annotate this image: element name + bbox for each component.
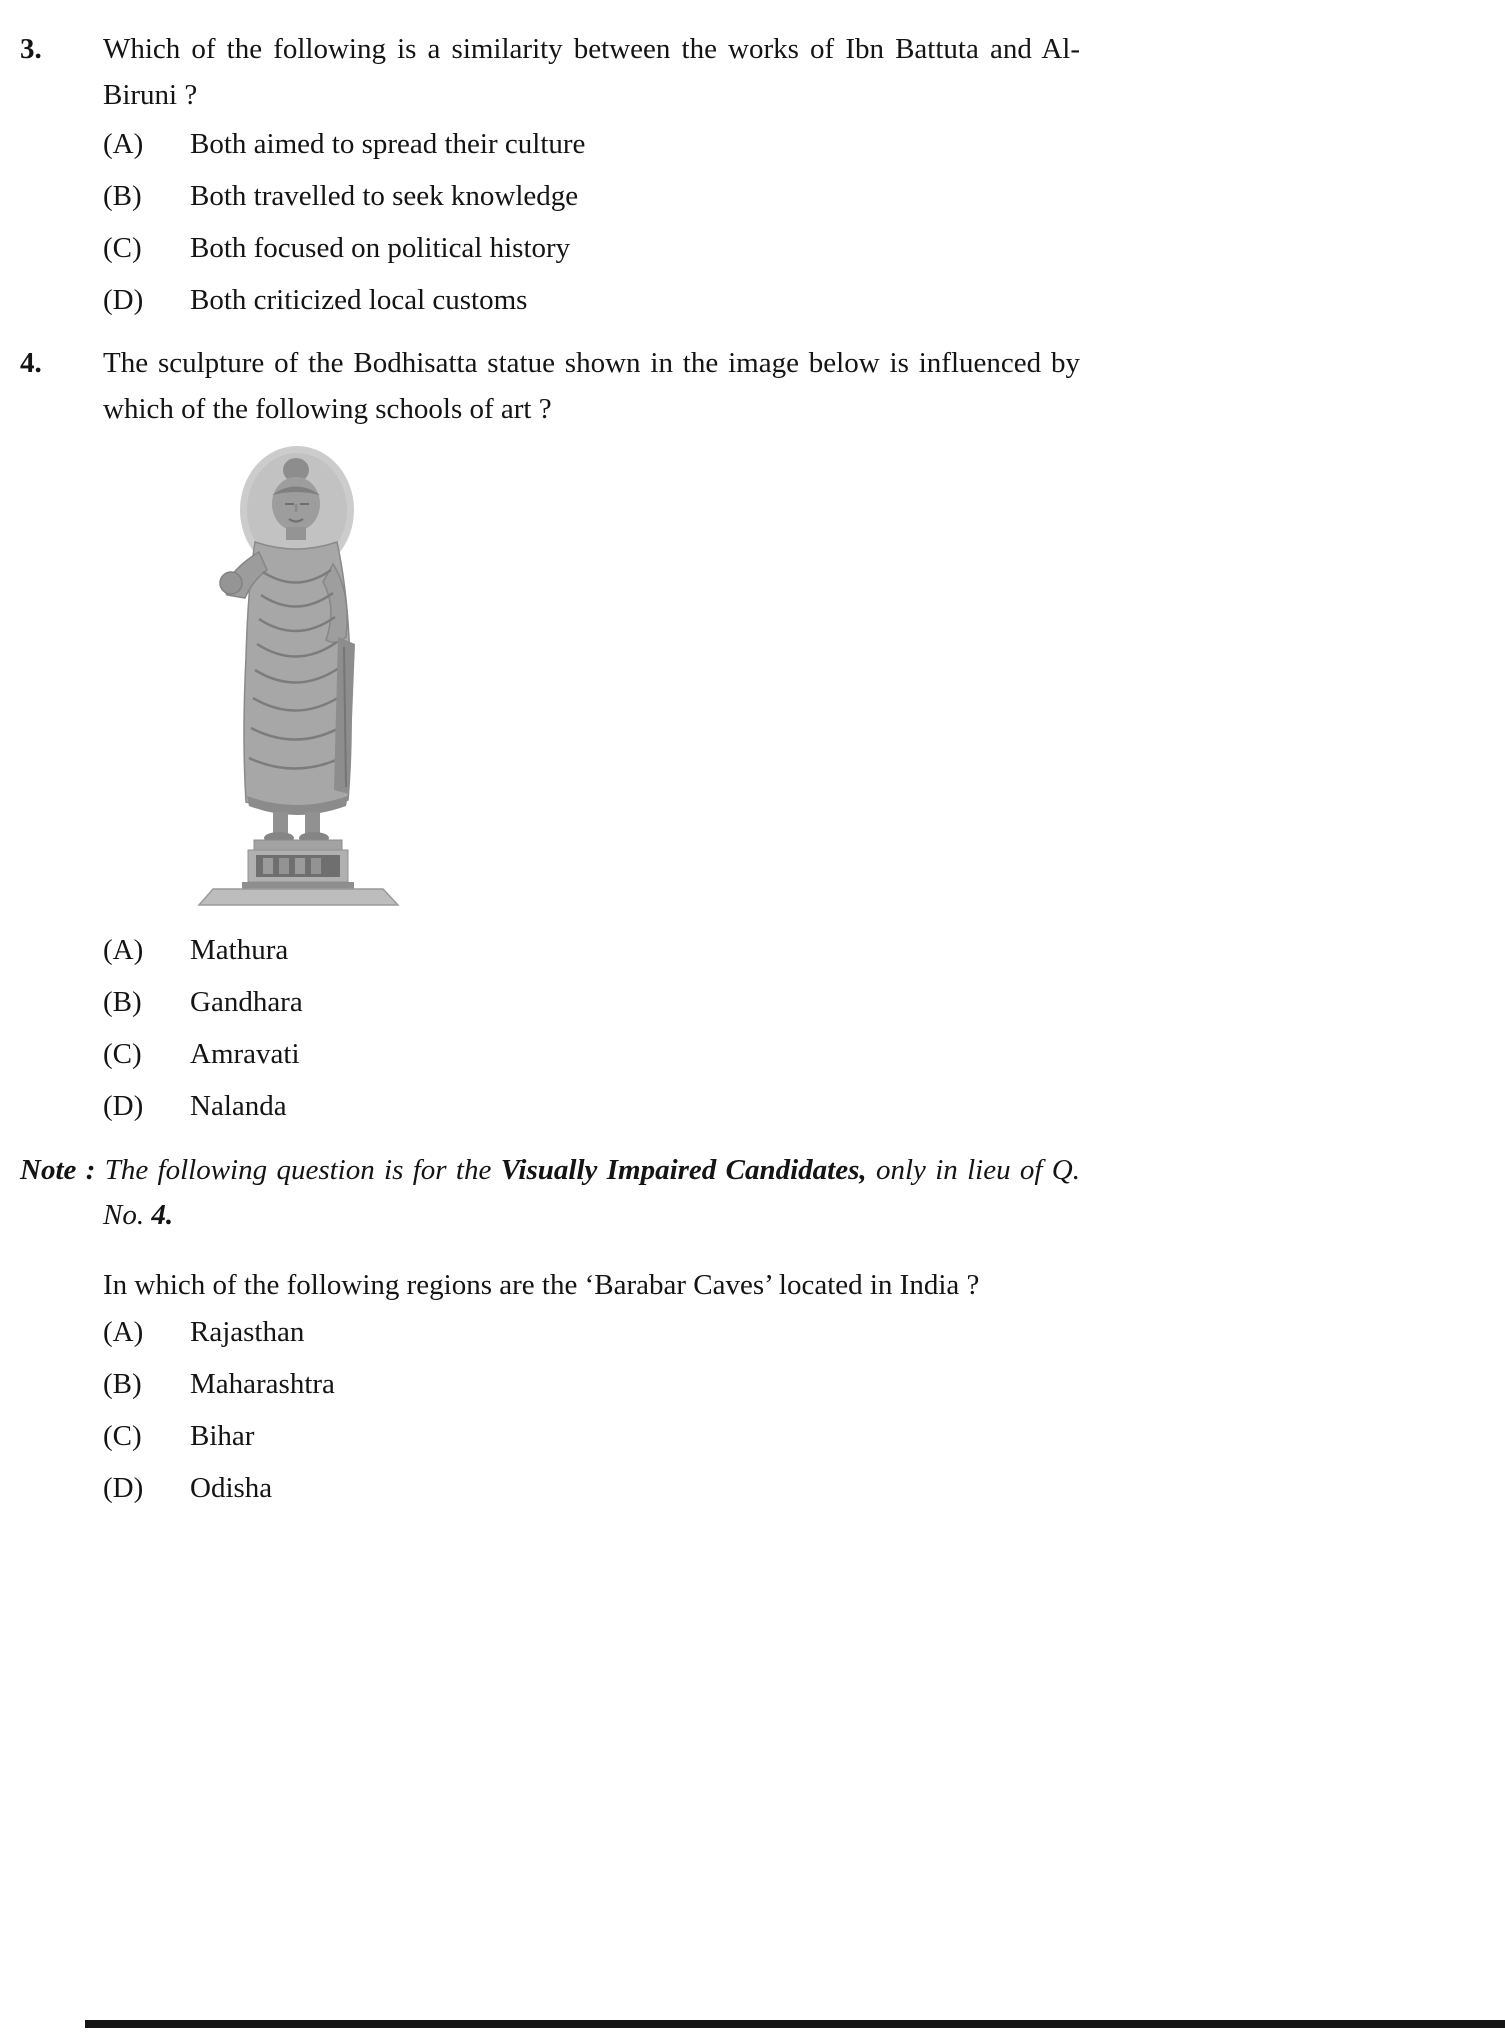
option-row	[103, 984, 1080, 1020]
option-label: (D)	[103, 1090, 144, 1122]
vi-question-options	[0, 1314, 1080, 1506]
option-text: Maharashtra	[190, 1368, 335, 1400]
question-4-row	[0, 340, 1080, 432]
option-text: Both criticized local customs	[190, 284, 528, 316]
option-text: Both aimed to spread their culture	[190, 128, 586, 160]
note-text-2: only in lieu of Q. No.	[103, 1154, 1081, 1231]
option-row	[103, 932, 1080, 968]
question-4	[0, 340, 1080, 1124]
option-text: Gandhara	[190, 986, 303, 1018]
option-label: (B)	[103, 1368, 142, 1400]
option-label: (C)	[103, 232, 142, 264]
vi-alternative-question	[0, 1262, 1080, 1506]
option-row	[103, 1470, 1080, 1506]
option-text: Bihar	[190, 1420, 255, 1452]
note-label: Note :	[20, 1154, 96, 1186]
option-row	[103, 282, 1080, 318]
option-label: (A)	[103, 128, 144, 160]
option-row	[103, 1314, 1080, 1350]
bottom-scan-line	[85, 2020, 1505, 2028]
question-3-number: 3.	[20, 33, 42, 65]
question-4-text: The sculpture of the Bodhisatta statue shown in the image below is influenced by which of the following schools of art ?	[103, 347, 1080, 425]
option-row	[103, 126, 1080, 162]
bodhisatta-statue-image	[197, 432, 400, 907]
vi-note	[20, 1148, 1080, 1238]
option-label: (C)	[103, 1420, 142, 1452]
question-3-text: Which of the following is a similarity between the works of Ibn Battuta and Al-Biruni ?	[103, 33, 1080, 111]
option-label: (B)	[103, 180, 142, 212]
option-text: Amravati	[190, 1038, 300, 1070]
note-bold-qno: 4.	[151, 1199, 174, 1231]
note-text-1: The following question is for the	[95, 1154, 501, 1186]
option-row	[103, 1036, 1080, 1072]
question-4-number: 4.	[20, 347, 42, 379]
option-label: (D)	[103, 284, 144, 316]
option-label: (A)	[103, 934, 144, 966]
option-text: Both focused on political history	[190, 232, 571, 264]
option-text: Odisha	[190, 1472, 273, 1504]
question-3-row	[0, 26, 1080, 118]
question-3-options	[0, 126, 1080, 318]
option-row	[103, 1088, 1080, 1124]
option-row	[103, 230, 1080, 266]
bodhisatta-statue-svg	[197, 432, 400, 907]
option-row	[103, 1366, 1080, 1402]
option-label: (D)	[103, 1472, 144, 1504]
question-3	[0, 26, 1080, 318]
option-text: Rajasthan	[190, 1316, 305, 1348]
option-row	[103, 1418, 1080, 1454]
option-text: Mathura	[190, 934, 289, 966]
option-row	[103, 178, 1080, 214]
option-label: (B)	[103, 986, 142, 1018]
option-label: (A)	[103, 1316, 144, 1348]
note-bold-candidates: Visually Impaired Candidates,	[500, 1154, 867, 1186]
question-4-options	[0, 932, 1080, 1124]
vi-question-text: In which of the following regions are the ‘Barabar Caves’ located in India ?	[103, 1269, 980, 1301]
option-text: Nalanda	[190, 1090, 287, 1122]
option-label: (C)	[103, 1038, 142, 1070]
option-text: Both travelled to seek knowledge	[190, 180, 579, 212]
page-content	[0, 26, 1080, 1506]
